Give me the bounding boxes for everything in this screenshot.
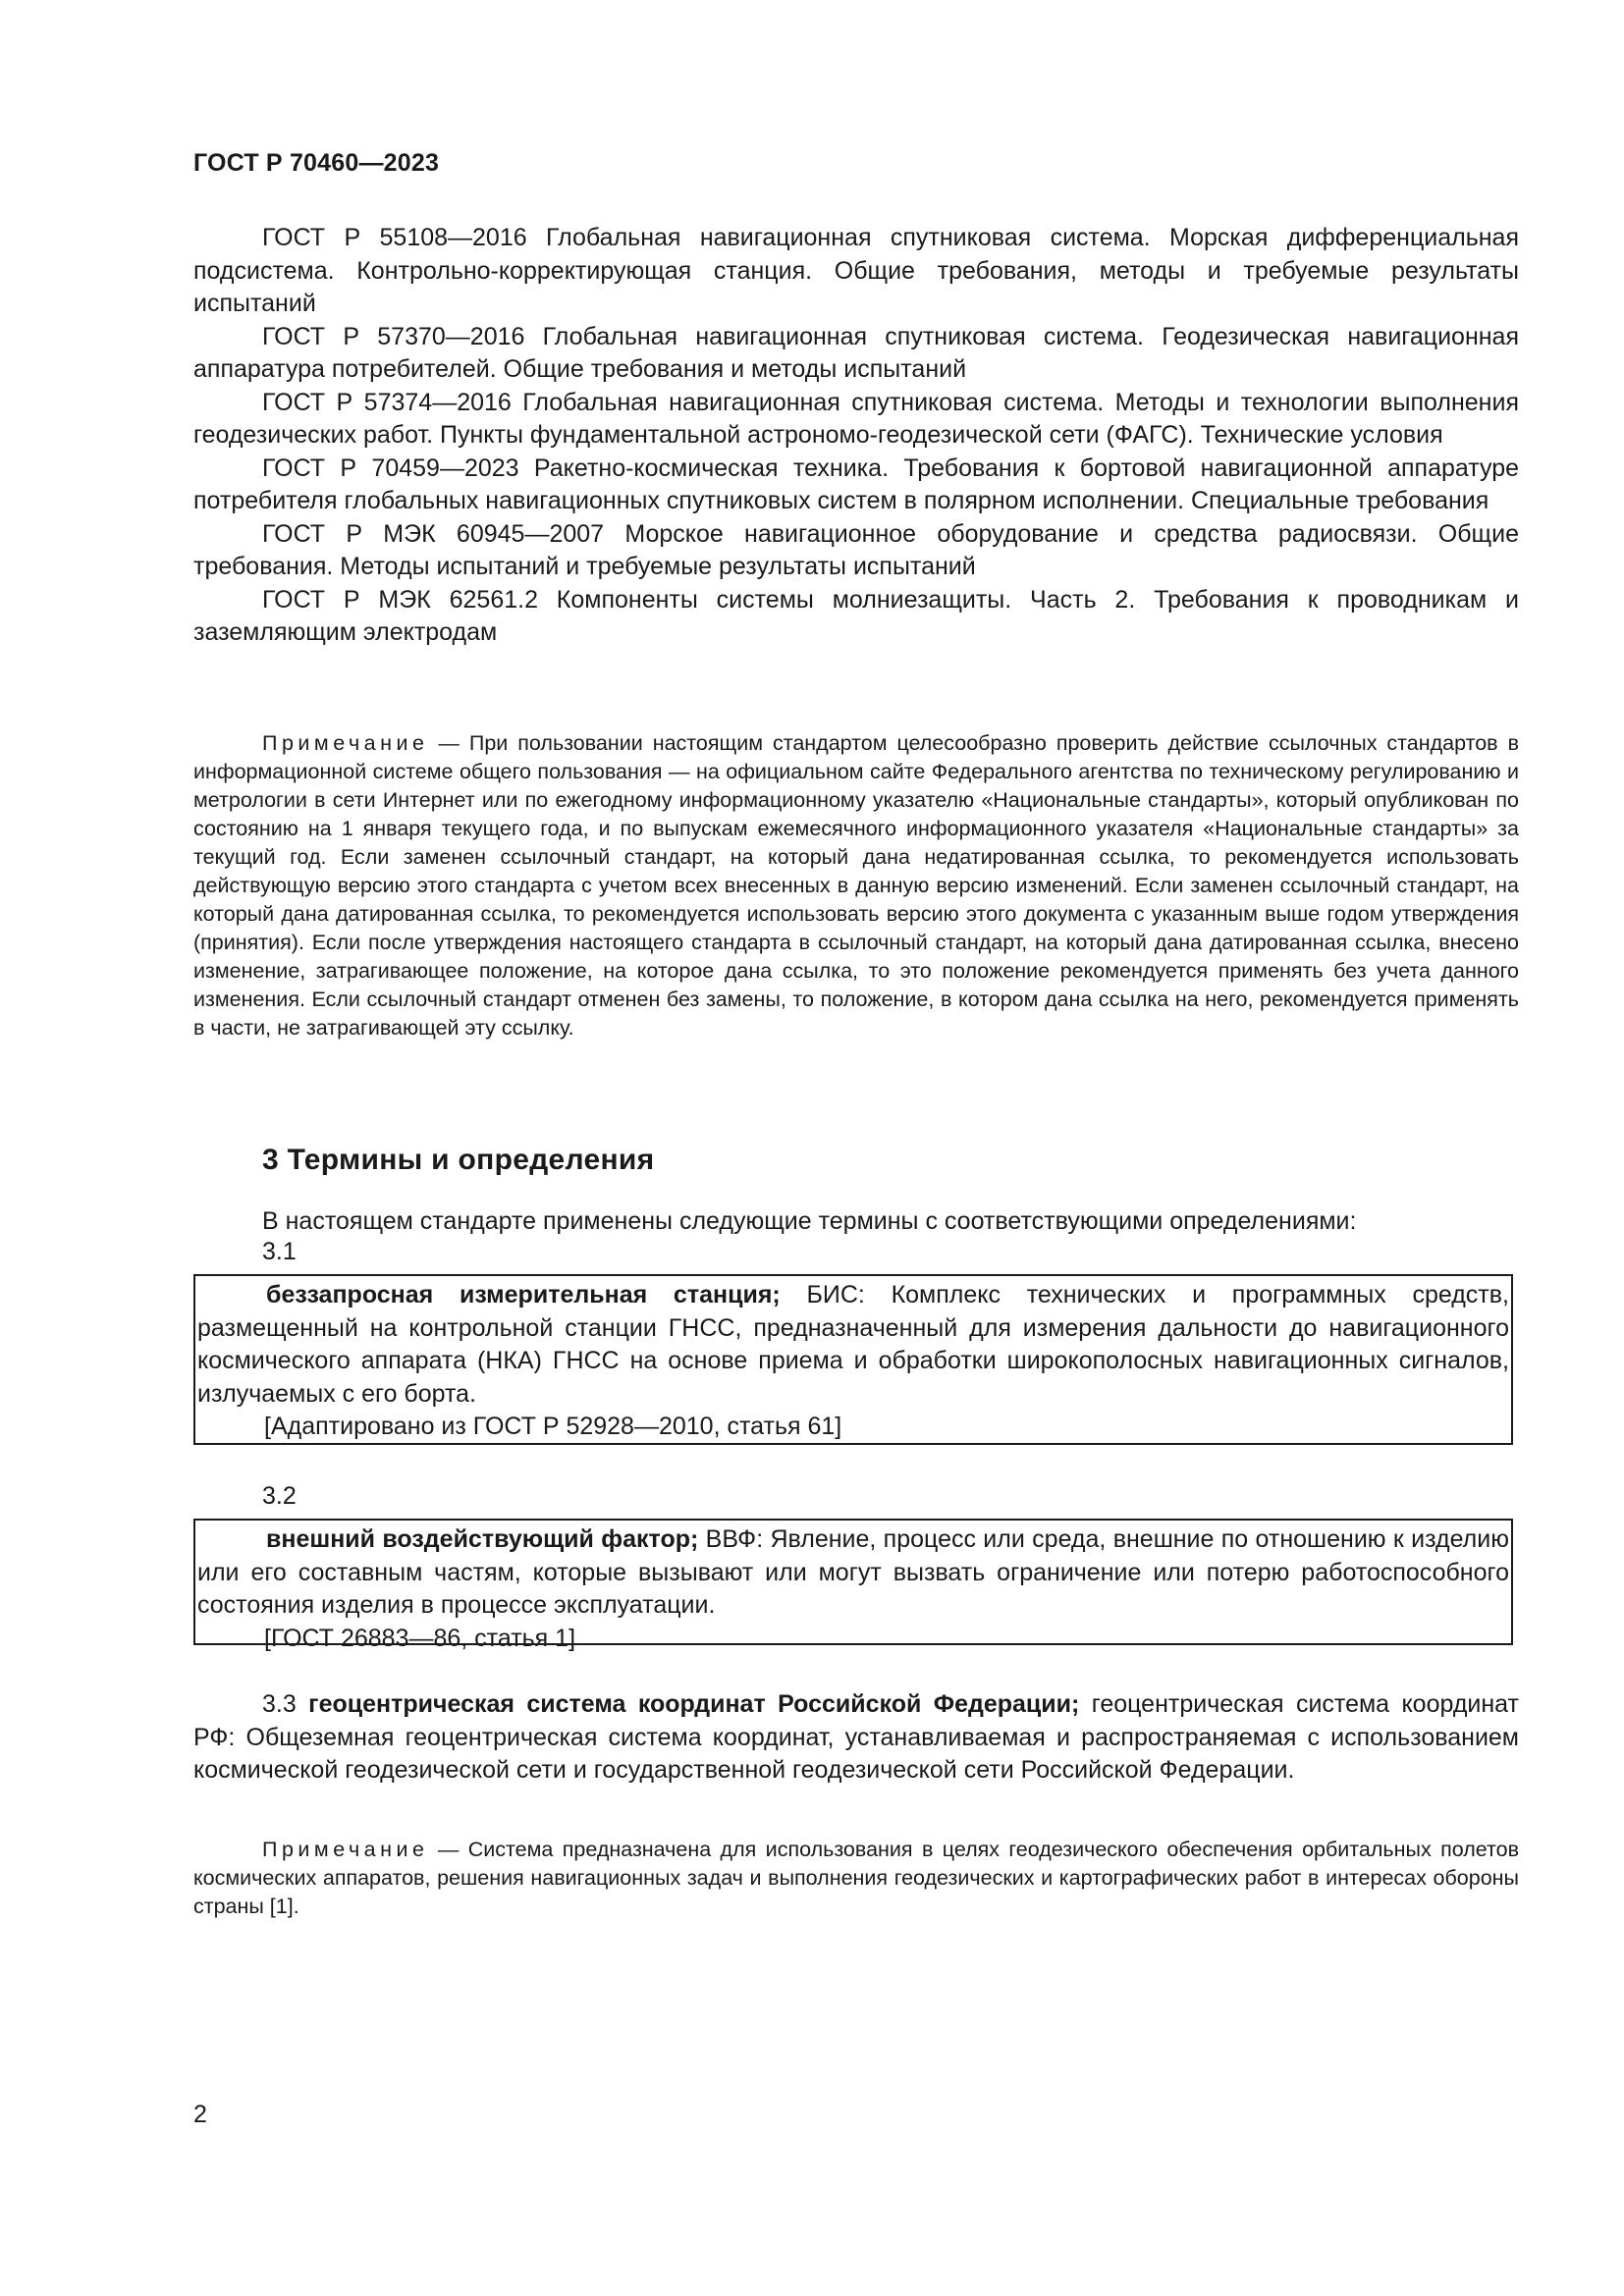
note-text: — Система предназначена для использования в целях геодезического обеспечения орбитальных полетов космических аппаратов, решения навигационных задач и выполнения геодезических и картографических работ в интересах обороны страны [1]. — [193, 1838, 1519, 1918]
term-source: [ГОСТ 26883—86, статья 1] — [264, 1624, 576, 1652]
term-name: беззапросная измерительная станция; — [266, 1281, 781, 1308]
section-title: 3 Термины и определения — [262, 1144, 655, 1176]
normative-references — [193, 222, 1519, 650]
term-source: [Адаптировано из ГОСТ Р 52928—2010, статья 61] — [264, 1413, 842, 1440]
term-box — [193, 1274, 1513, 1445]
term-definition: ВВФ: Явление, процесс или среда, внешние по отношению к изделию или его составным частям, которые вызывают или могут вызвать ограничение или потерю работоспособного состояния изделия в процессе эксплуатации. — [197, 1525, 1509, 1619]
term-box — [193, 1519, 1513, 1652]
term-definition: геоцентрическая система координат РФ: Общеземная геоцентрическая система координат, устанавливаемая и распространяемая с использованием космической геодезической сети и государственной геодезической сети Российской Федерации. — [193, 1690, 1519, 1784]
term-name: геоцентрическая система координат Российской Федерации; — [308, 1690, 1080, 1718]
references-note — [193, 729, 1519, 1042]
term-number: 3.2 — [262, 1482, 297, 1510]
reference-item: ГОСТ Р 70459—2023 Ракетно-космическая техника. Требования к бортовой навигационной аппаратуре потребителя глобальных навигационных спутниковых систем в полярном исполнении. Специальные требования — [193, 454, 1519, 514]
term-number: 3.1 — [262, 1238, 297, 1265]
note-text: — При пользовании настоящим стандартом целесообразно проверить действие ссылочных стандартов в информационной системе общего пользования — на официальном сайте Федерального агентства по техническому регулированию и метрологии в сети Интернет или по ежегодному информационному указателю «Национальные стандарты», который опубликован по состоянию на 1 января текущего года, и по выпускам ежемесячного информационного указателя «Национальные стандарты» за текущий год. Если заменен ссылочный стандарт, на который дана недатированная ссылка, то рекомендуется использовать действующую версию этого стандарта с учетом всех внесенных в данную версию изменений. Если заменен ссылочный стандарт, на который дана датированная ссылка, то рекомендуется использовать версию этого документа с указанным выше годом утверждения (принятия). Если после утверждения настоящего стандарта в ссылочный стандарт, на который дана датированная ссылка, внесено изменение, затрагивающее положение, на которое дана ссылка, то это положение рекомендуется применять без учета данного изменения. Если ссылочный стандарт отменен без замены, то положение, в котором дана ссылка на него, рекомендуется применять в части, не затрагивающей эту ссылку. — [193, 731, 1519, 1040]
reference-item: ГОСТ Р МЭК 60945—2007 Морское навигационное оборудование и средства радиосвязи. Общие требования. Методы испытаний и требуемые результаты испытаний — [193, 519, 1519, 580]
reference-item: ГОСТ Р МЭК 62561.2 Компоненты системы молниезащиты. Часть 2. Требования к проводникам и заземляющим электродам — [193, 585, 1519, 646]
page-number: 2 — [193, 2101, 207, 2128]
note-label: Примечание — [262, 731, 429, 755]
reference-item: ГОСТ Р 57374—2016 Глобальная навигационная спутниковая система. Методы и технологии выполнения геодезических работ. Пункты фундаментальной астрономо-геодезической сети (ФАГС). Технические условия — [193, 388, 1519, 449]
term-name: внешний воздействующий фактор; — [266, 1525, 699, 1553]
reference-item: ГОСТ Р 57370—2016 Глобальная навигационная спутниковая система. Геодезическая навигационная аппаратура потребителей. Общие требования и методы испытаний — [193, 322, 1519, 383]
reference-item: ГОСТ Р 55108—2016 Глобальная навигационная спутниковая система. Морская дифференциальная подсистема. Контрольно-корректирующая станция. Общие требования, методы и требуемые результаты испытаний — [193, 224, 1519, 317]
section-intro: В настоящем стандарте применены следующие термины с соответствующими определениями: — [262, 1207, 1357, 1235]
note-label: Примечание — [262, 1838, 429, 1861]
term-entry — [193, 1688, 1519, 1788]
term-number: 3.3 — [262, 1690, 297, 1718]
term-definition: БИС: Комплекс технических и программных средств, размещенный на контрольной станции ГНСС, предназначенный для измерения дальности до навигационного космического аппарата (НКА) ГНСС на основе приема и обработки широкополосных навигационных сигналов, излучаемых с его борта. — [197, 1281, 1509, 1408]
document-header: ГОСТ Р 70460—2023 — [193, 149, 440, 177]
term-note — [193, 1836, 1519, 1921]
